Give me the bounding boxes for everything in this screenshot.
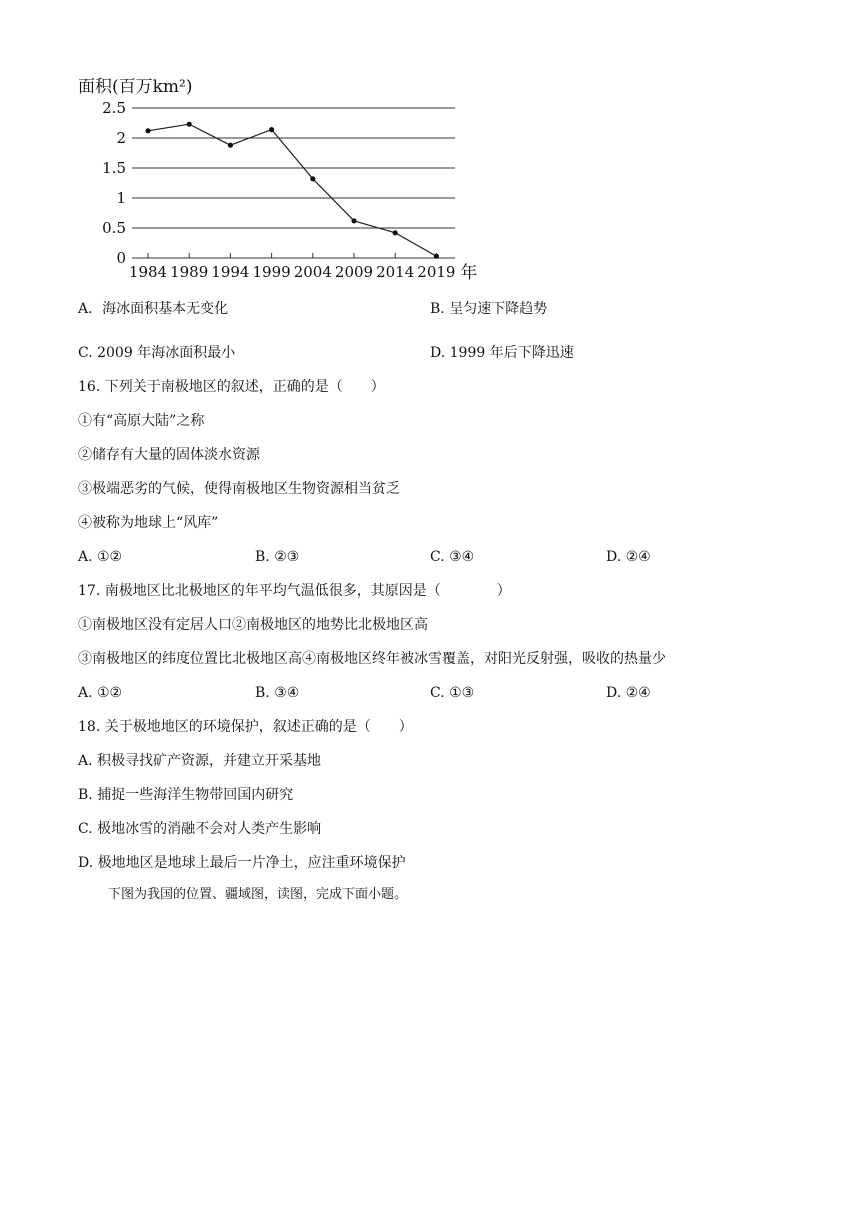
q17-item-2: ③南极地区的纬度位置比北极地区高④南极地区终年被冰雪覆盖，对阳光反射强，吸收的热量少 (78, 651, 666, 667)
q18-option-c[interactable]: C. 极地冰雪的消融不会对人类产生影响 (78, 821, 322, 837)
data-point-4 (310, 176, 315, 181)
q18-option-d[interactable]: D. 极地地区是地球上最后一片净土，应注重环境保护 (78, 855, 406, 871)
q16-item-4: ④被称为地球上“风库” (78, 515, 219, 531)
y-tick-label-2: 1 (116, 189, 126, 207)
q17-option-b[interactable]: B. ③④ (255, 685, 300, 701)
data-point-7 (434, 254, 439, 259)
q17-option-c[interactable]: C. ①③ (430, 685, 475, 701)
y-tick-label-5: 2.5 (102, 99, 126, 117)
q16-item-2: ②储存有大量的固体淡水资源 (78, 447, 260, 463)
q18-option-b[interactable]: B. 捕捉一些海洋生物带回国内研究 (78, 787, 294, 803)
chart-svg (72, 70, 492, 290)
q16-option-c[interactable]: C. ③④ (430, 549, 475, 565)
q16-option-d[interactable]: D. ②④ (606, 549, 651, 565)
map-intro-text: 下图为我国的位置、疆域图，读图，完成下面小题。 (108, 887, 408, 902)
q15-option-b[interactable]: B. 呈匀速下降趋势 (430, 301, 548, 317)
q18-stem: 18. 关于极地地区的环境保护，叙述正确的是（ ） (78, 719, 413, 735)
q17-stem: 17. 南极地区比北极地区的年平均气温低很多，其原因是（ ） (78, 583, 511, 599)
x-tick-label-6: 2014 (376, 263, 415, 281)
q16-option-a[interactable]: A. ①② (78, 549, 123, 565)
x-tick-label-4: 2004 (293, 263, 332, 281)
x-tick-label-5: 2009 (334, 263, 374, 281)
data-point-2 (228, 143, 233, 148)
q16-option-b[interactable]: B. ②③ (255, 549, 300, 565)
series-line (148, 124, 436, 256)
y-tick-label-3: 1.5 (102, 159, 126, 177)
q18-option-a[interactable]: A. 积极寻找矿产资源，并建立开采基地 (78, 753, 322, 769)
data-point-5 (351, 218, 356, 223)
y-axis-label: 面积(百万km²) (78, 77, 193, 97)
data-point-3 (269, 127, 274, 132)
y-tick-label-4: 2 (116, 129, 126, 147)
q16-item-3: ③极端恶劣的气候，使得南极地区生物资源相当贫乏 (78, 481, 400, 497)
q17-option-a[interactable]: A. ①② (78, 685, 123, 701)
q17-option-d[interactable]: D. ②④ (606, 685, 651, 701)
q15-option-d[interactable]: D. 1999 年后下降迅速 (430, 345, 574, 361)
x-tick-label-2: 1994 (211, 263, 250, 281)
data-point-6 (393, 230, 398, 235)
q16-stem: 16. 下列关于南极地区的叙述，正确的是（ ） (78, 379, 385, 395)
q16-item-1: ①有“高原大陆”之称 (78, 413, 205, 429)
data-point-1 (187, 122, 192, 127)
q15-option-a[interactable]: A．海冰面积基本无变化 (78, 301, 229, 317)
data-point-0 (145, 128, 150, 133)
x-tick-label-7: 2019 (417, 263, 456, 281)
y-tick-label-0: 0 (116, 249, 126, 267)
sea-ice-area-chart (72, 70, 492, 290)
x-tick-label-0: 1984 (128, 263, 168, 281)
q17-item-1: ①南极地区没有定居人口②南极地区的地势比北极地区高 (78, 617, 428, 633)
x-tick-label-3: 1999 (252, 263, 291, 281)
x-tick-label-1: 1989 (170, 263, 209, 281)
x-axis-unit: 年 (460, 263, 478, 283)
y-tick-label-1: 0.5 (102, 219, 126, 237)
q15-option-c[interactable]: C. 2009 年海冰面积最小 (78, 345, 236, 361)
